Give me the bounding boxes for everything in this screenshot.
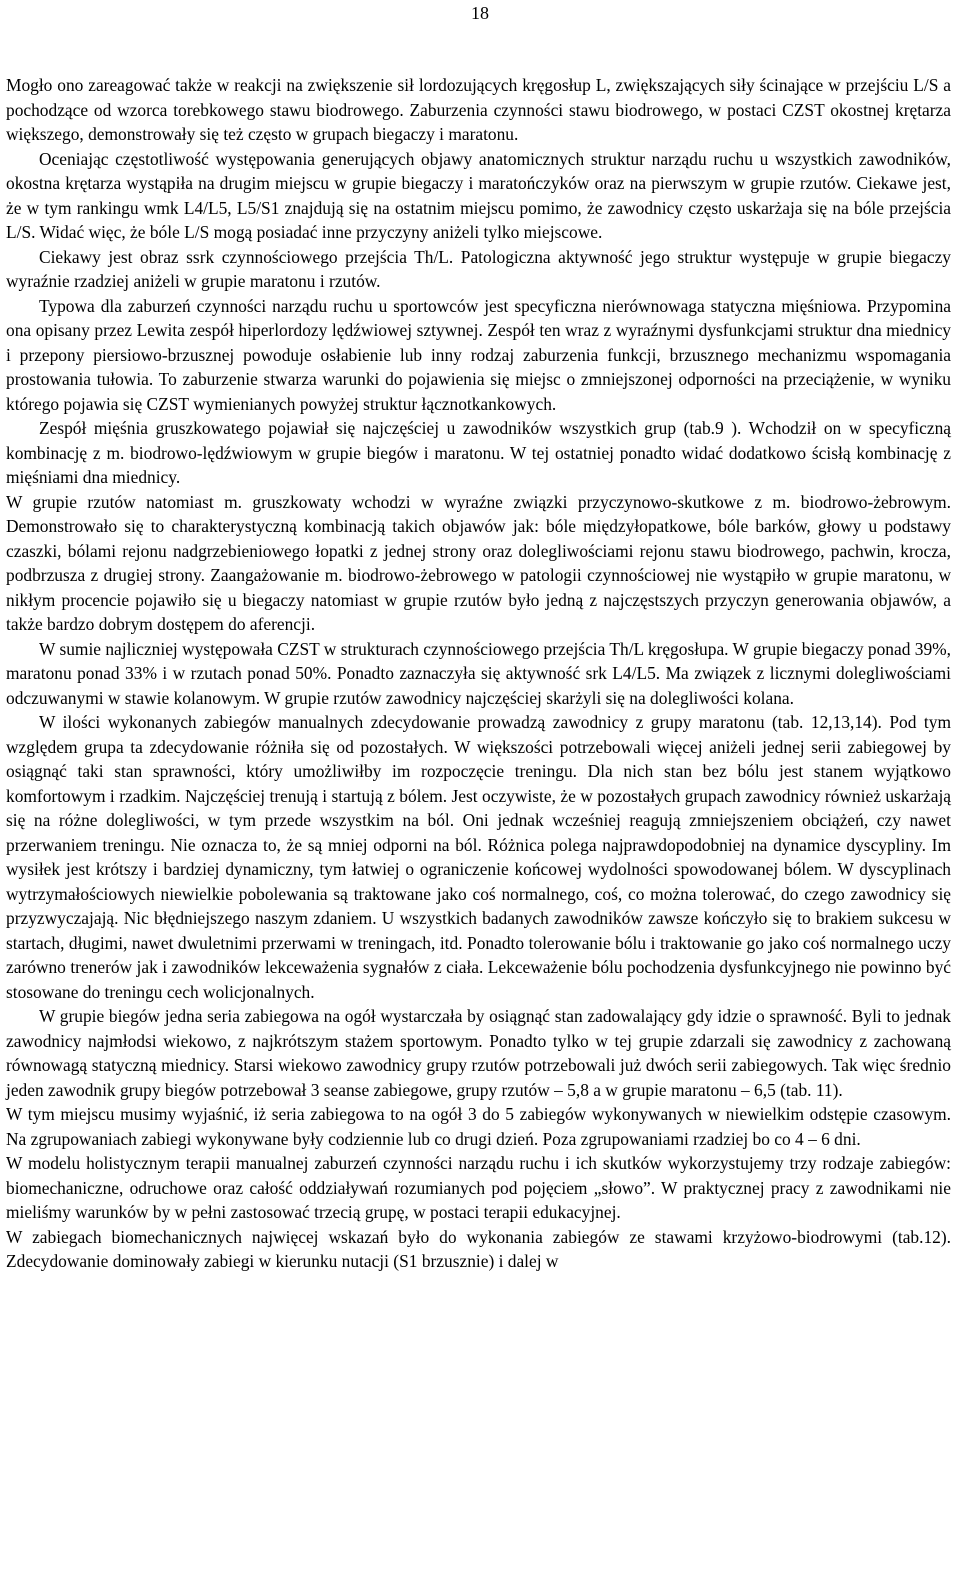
page-number: 18 bbox=[471, 3, 489, 23]
paragraph: Typowa dla zaburzeń czynności narządu ruchu u sportowców jest specyficzna nierównowaga statyczna mięśniowa. Przypomina ona opisany przez Lewita zespół hiperlordozy lędźwiowej sztywnej. Zespół ten wraz z wyraźnymi dysfunkcjami struktur dna miednicy i przepony piersiowo-brzusznej powoduje osłabienie lub inny rodzaj zaburzenia funkcji, brzusznego mechanizmu wspomagania prostowania tułowia. To zaburzenie stwarza warunki do pojawienia się miejsc o zmniejszonej odporności na przeciążenie, w wyniku którego pojawia się CZST wymienianych powyżej struktur łącznotkankowych. bbox=[6, 295, 951, 414]
paragraph: W grupie rzutów natomiast m. gruszkowaty wchodzi w wyraźne związki przyczynowo-skutkowe z m. biodrowo-żebrowym. Demonstrowało się to charakterystyczną kombinacją takich objawów jak: bóle międzyłopatkowe, bóle barków, głowy u podstawy czaszki, bólami rejonu nadgrzebieniowego łopatki z jednej strony oraz dolegliwościami rejonu stawu biodrowego, pachwin, krocza, podbrzusza z drugiej strony. Zaangażowanie m. biodrowo-żebrowego w patologii czynnościowej nie wystąpiło w grupie maratonu, w nikłym procencie pojawiło się u biegaczy natomiast w grupie rzutów było jedną z najczęstszych przyczyn generowania objawów, a także bardzo dobrym dostępem do aferencji. bbox=[6, 491, 951, 634]
paragraph: W ilości wykonanych zabiegów manualnych zdecydowanie prowadzą zawodnicy z grupy maratonu (tab. 12,13,14). Pod tym względem grupa ta zdecydowanie różniła się od pozostałych. W większości potrzebowali więcej aniżeli jednej serii zabiegowej by osiągnąć taki stan sprawności, który umożliwiłby im rozpoczęcie treningu. Dla nich stan bez bólu jest stanem wyjątkowo komfortowym i rzadkim. Najczęściej trenują i startują z bólem. Jest oczywiste, że w pozostałych grupach zawodnicy również uskarżają się na różne dolegliwości, w tym przede wszystkim na ból. Oni jednak wcześniej reagują zmniejszeniem obciążeń, czy nawet przerwaniem treningu. Nie oznacza to, że są mniej odporni na ból. Różnica polega najprawdopodobniej na dynamice dyscypliny. Im wysiłek jest krótszy i bardziej dynamiczny, tym łatwiej o ograniczenie końcowej wydolności spowodowanej bólem. W dyscyplinach wytrzymałościowych niewielkie pobolewania są traktowane jako coś normalnego, coś, co można tolerować, do czego zawodnicy się przyzwyczajają. Nic błędniejszego naszym zdaniem. U wszystkich badanych zawodników zawsze kończyło się to brakiem sukcesu w startach, długimi, nawet dwuletnimi przerwami w treningach, itd. Ponadto tolerowanie bólu i traktowanie go jako coś normalnego uczy zarówno trenerów jak i zawodników lekceważenia sygnałów z ciała. Lekceważenie bólu pochodzenia dysfunkcyjnego nie powinno być stosowane do treningu cech wolicjonalnych. bbox=[6, 712, 951, 1002]
paragraph: W sumie najliczniej występowała CZST w strukturach czynnościowego przejścia Th/L kręgosłupa. W grupie biegaczy ponad 39%, maratonu ponad 33% i w rzutach ponad 50%. Ponadto zaznaczyła się aktywność srk L4/L5. Ma związek z licznymi dolegliwościami odczuwanymi w stawie kolanowym. W grupie rzutów zawodnicy najczęściej skarżyli się na dolegliwości kolana. bbox=[6, 638, 951, 708]
body-text bbox=[6, 73, 951, 1274]
paragraph: Oceniając częstotliwość występowania generujących objawy anatomicznych struktur narządu ruchu u wszystkich zawodników, okostna krętarza wystąpiła na drugim miejscu w grupie biegaczy i maratończyków oraz na pierwszym w grupie rzutów. Ciekawe jest, że w tym rankingu wmk L4/L5, L5/S1 znajdują się na ostatnim miejscu pomimo, że zawodnicy często uskarżaja się na bóle przejścia L/S. Widać więc, że bóle L/S mogą posiadać inne przyczyny aniżeli tylko miejscowe. bbox=[6, 148, 951, 242]
paragraph: Zespół mięśnia gruszkowatego pojawiał się najczęściej u zawodników wszystkich grup (tab.9 ). Wchodził on w specyficzną kombinację z m. biodrowo-lędźwiowym w grupie biegów i maratonu. W tej ostatniej ponadto widać dodatkowo ścisłą kombinację z mięśniami dna miednicy. bbox=[6, 418, 951, 487]
paragraph: Mogło ono zareagować także w reakcji na zwiększenie sił lordozujących kręgosłup L, zwiększających siły ścinające w przejściu L/S a pochodzące od wzorca torebkowego stawu biodrowego. Zaburzenia czynności stawu biodrowego, w postaci CZST okostnej krętarza większego, demonstrowały się też często w grupach biegaczy i maratonu. bbox=[6, 75, 951, 144]
paragraph: W tym miejscu musimy wyjaśnić, iż seria zabiegowa to na ogół 3 do 5 zabiegów wykonywanych w niewielkim odstępie czasowym. Na zgrupowaniach zabiegi wykonywane były codziennie lub co drugi dzień. Poza zgrupowaniami rzadziej bo co 4 – 6 dni. bbox=[6, 1104, 951, 1149]
paragraph: W grupie biegów jedna seria zabiegowa na ogół wystarczała by osiągnąć stan zadowalający gdy idzie o sprawność. Byli to jednak zawodnicy najmłodsi wiekowo, z najkrótszym stażem sportowym. Ponadto tylko w tej grupie zdarzali się zawodnicy z zachowaną równowagą statyczną miednicy. Starsi wiekowo zawodnicy grupy rzutów potrzebowali już dwóch serii zabiegowych. Tak więc średnio jeden zawodnik grupy biegów potrzebował 3 seanse zabiegowe, grupy rzutów – 5,8 a w grupie maratonu – 6,5 (tab. 11). bbox=[6, 1006, 951, 1100]
paragraph: Ciekawy jest obraz ssrk czynnościowego przejścia Th/L. Patologiczna aktywność jego struktur występuje w grupie biegaczy wyraźnie rzadziej aniżeli w grupie maratonu i rzutów. bbox=[6, 246, 951, 291]
paragraph: W zabiegach biomechanicznych najwięcej wskazań było do wykonania zabiegów ze stawami krzyżowo-biodrowymi (tab.12). Zdecydowanie dominowały zabiegi w kierunku nutacji (S1 brzusznie) i dalej w bbox=[6, 1226, 951, 1271]
paragraph: W modelu holistycznym terapii manualnej zaburzeń czynności narządu ruchu i ich skutków wykorzystujemy trzy rodzaje zabiegów: biomechaniczne, odruchowe oraz całość oddziaływań rozumianych pod pojęciem „słowo”. W praktycznej pracy z zawodnikami nie mieliśmy warunków by w pełni zastosować trzecią grupę, w postaci terapii edukacyjnej. bbox=[6, 1153, 951, 1222]
